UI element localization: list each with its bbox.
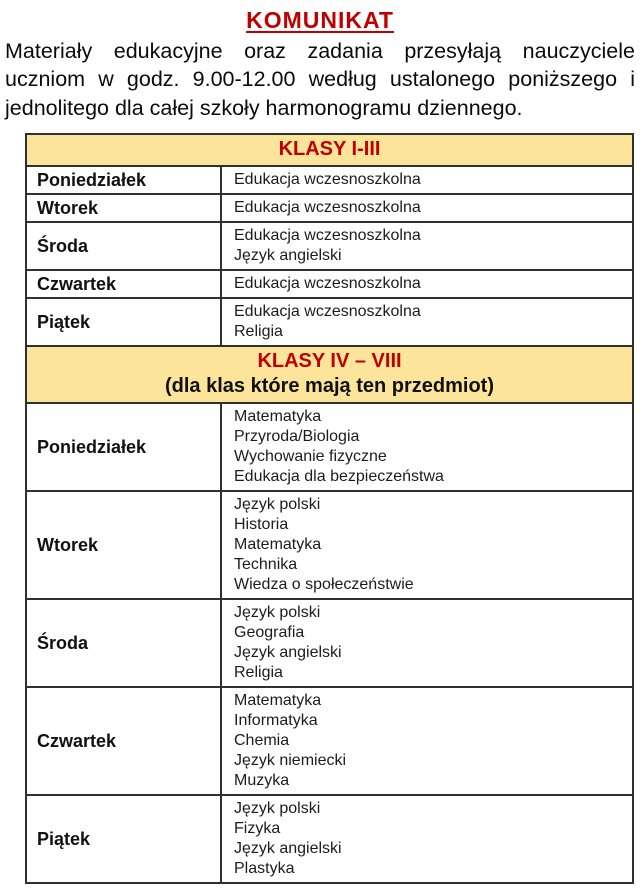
day-cell: Poniedziałek xyxy=(27,404,222,490)
subjects-cell xyxy=(222,492,632,598)
subjects-cell xyxy=(222,796,632,882)
day-cell: Poniedziałek xyxy=(27,167,222,193)
subject-line: Przyroda/Biologia xyxy=(234,428,360,446)
subject-line: Historia xyxy=(234,516,289,534)
subject-line: Geografia xyxy=(234,624,305,642)
subject-line: Technika xyxy=(234,556,298,574)
day-cell: Piątek xyxy=(27,299,222,345)
subjects-cell xyxy=(222,688,632,794)
intro-paragraph: Materiały edukacyjne oraz zadania przesyłają nauczyciele uczniom w godz. 9.00-12.00 według ustalonego poniższego i jednolitego dla całej szkoły harmonogramu dziennego. xyxy=(5,39,635,120)
subject-line: Język angielski xyxy=(234,644,342,662)
subject-line: Edukacja wczesnoszkolna xyxy=(234,199,421,217)
subject-line: Fizyka xyxy=(234,820,281,838)
subject-line: Język polski xyxy=(234,604,321,622)
subject-line: Język niemiecki xyxy=(234,752,347,770)
section-subtitle: (dla klas które mają ten przedmiot) xyxy=(165,375,494,398)
table-row xyxy=(27,167,632,195)
section-rows xyxy=(27,404,632,882)
day-cell: Piątek xyxy=(27,796,222,882)
subject-line: Wiedza o społeczeństwie xyxy=(234,576,414,594)
subject-line: Język polski xyxy=(234,496,321,514)
subject-line: Język angielski xyxy=(234,840,342,858)
day-cell: Środa xyxy=(27,600,222,686)
schedule-section xyxy=(27,135,632,347)
subject-line: Matematyka xyxy=(234,536,322,554)
subject-line: Plastyka xyxy=(234,860,295,878)
subject-line: Wychowanie fizyczne xyxy=(234,448,387,466)
schedule-table xyxy=(25,133,634,884)
table-row xyxy=(27,600,632,688)
subject-line: Matematyka xyxy=(234,692,322,710)
subject-line: Edukacja dla bezpieczeństwa xyxy=(234,468,444,486)
table-row xyxy=(27,195,632,223)
table-row xyxy=(27,271,632,299)
subject-line: Edukacja wczesnoszkolna xyxy=(234,227,421,245)
subjects-cell xyxy=(222,223,632,269)
section-title: KLASY I-III xyxy=(278,138,381,161)
subjects-cell xyxy=(222,167,632,193)
subject-line: Matematyka xyxy=(234,408,322,426)
day-cell: Wtorek xyxy=(27,195,222,221)
subject-line: Język angielski xyxy=(234,247,342,265)
subject-line: Język polski xyxy=(234,800,321,818)
day-cell: Czwartek xyxy=(27,271,222,297)
section-rows xyxy=(27,167,632,347)
subjects-cell xyxy=(222,271,632,297)
subjects-cell xyxy=(222,404,632,490)
table-row xyxy=(27,688,632,796)
subject-line: Religia xyxy=(234,323,283,341)
section-header xyxy=(27,347,632,404)
subject-line: Edukacja wczesnoszkolna xyxy=(234,171,421,189)
day-cell: Wtorek xyxy=(27,492,222,598)
subjects-cell xyxy=(222,299,632,345)
section-title: KLASY IV – VIII xyxy=(257,350,402,373)
subject-line: Edukacja wczesnoszkolna xyxy=(234,275,421,293)
subject-line: Religia xyxy=(234,664,283,682)
table-row xyxy=(27,223,632,271)
subject-line: Informatyka xyxy=(234,712,318,730)
page-title: KOMUNIKAT xyxy=(246,7,394,33)
subject-line: Muzyka xyxy=(234,772,290,790)
day-cell: Czwartek xyxy=(27,688,222,794)
subject-line: Edukacja wczesnoszkolna xyxy=(234,303,421,321)
subject-line: Chemia xyxy=(234,732,290,750)
day-cell: Środa xyxy=(27,223,222,269)
table-row xyxy=(27,796,632,882)
subjects-cell xyxy=(222,195,632,221)
section-header xyxy=(27,135,632,167)
subjects-cell xyxy=(222,600,632,686)
table-row xyxy=(27,299,632,347)
table-row xyxy=(27,404,632,492)
schedule-section xyxy=(27,347,632,882)
table-row xyxy=(27,492,632,600)
